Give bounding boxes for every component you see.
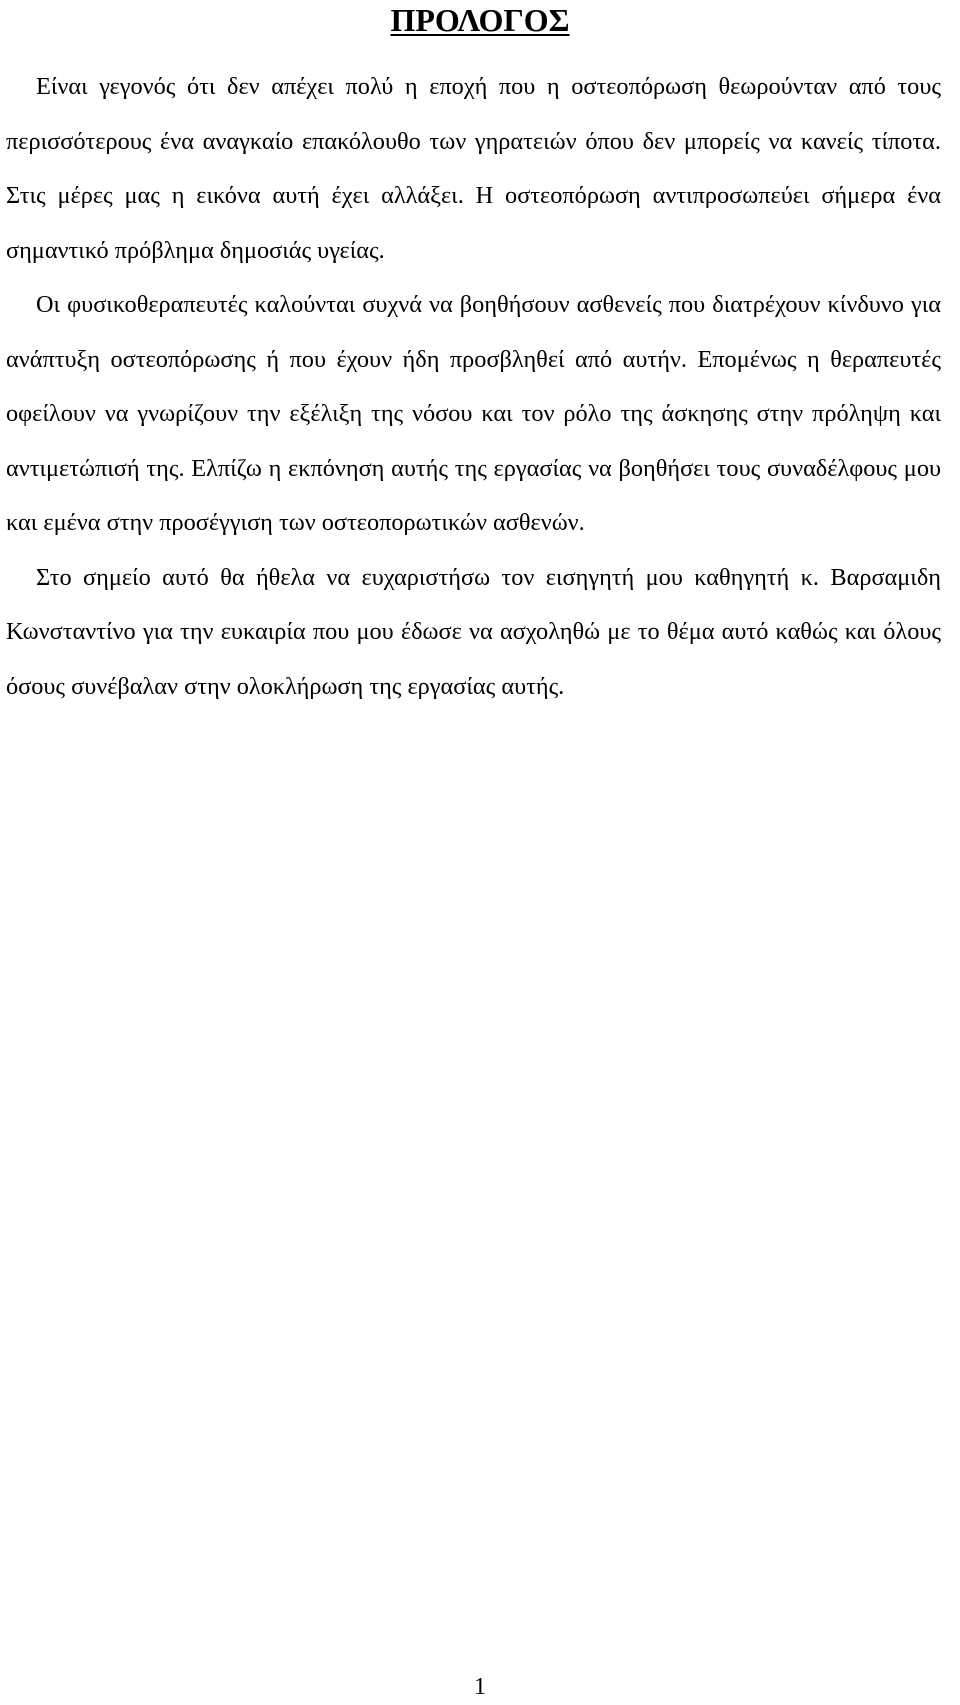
paragraph-intro: Είναι γεγονός ότι δεν απέχει πολύ η εποχή που η οστεοπόρωση θεωρούνταν από τους περισσότερους ένα αναγκαίο επακόλουθο των γηρατειών όπου δεν μπορείς να κανείς τίποτα. Στις μέρες μας η εικόνα αυτή έχει αλλάξει. Η οστεοπόρωση αντιπροσωπεύει σήμερα ένα σημαντικό πρόβλημα δημοσιάς υγείας.: [6, 73, 941, 264]
paragraph-physiotherapists: Οι φυσικοθεραπευτές καλούνται συχνά να βοηθήσουν ασθενείς που διατρέχουν κίνδυνο για ανάπτυξη οστεοπόρωσης ή που έχουν ήδη προσβληθεί από αυτήν. Επομένως η θεραπευτές οφείλουν να γνωρίζουν την εξέλιξη της νόσου και τον ρόλο της άσκησης στην πρόληψη και αντιμετώπισή της. Ελπίζω η εκπόνηση αυτής της εργασίας να βοηθήσει τους συναδέλφους μου και εμένα στην προσέγγιση των οστεοπορωτικών ασθενών.: [6, 291, 941, 536]
paragraph-acknowledgements: Στο σημείο αυτό θα ήθελα να ευχαριστήσω τον εισηγητή μου καθηγητή κ. Βαρσαμιδη Κωνσταντίνο για την ευκαιρία που μου έδωσε να ασχοληθώ με το θέμα αυτό καθώς και όλους όσους συνέβαλαν στην ολοκλήρωση της εργασίας αυτής.: [6, 563, 941, 700]
page-title: ΠΡΟΛΟΓΟΣ: [390, 2, 570, 38]
document-body: [6, 60, 941, 714]
page-number: 1: [474, 1674, 486, 1700]
